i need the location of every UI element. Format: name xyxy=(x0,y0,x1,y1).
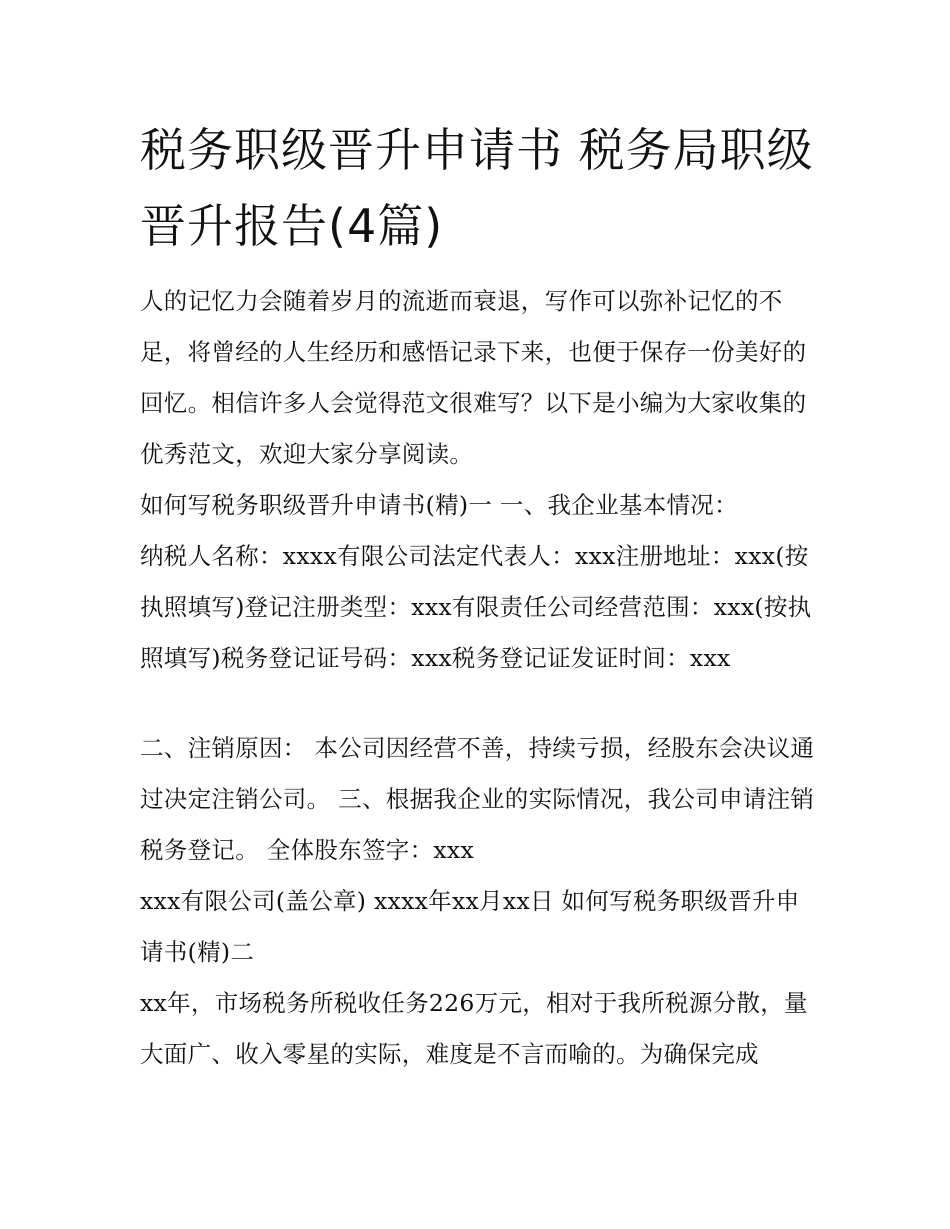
company-info-paragraph: 纳税人名称：xxxx有限公司法定代表人：xxx注册地址：xxx(按执照填写)登记注册类型：xxx有限责任公司经营范围：xxx(按执照填写)税务登记证号码：xxx税务登记证发证时间：xxx xyxy=(140,542,812,672)
intro-paragraph: 人的记忆力会随着岁月的流逝而衰退，写作可以弥补记忆的不足，将曾经的人生经历和感悟记录下来，也便于保存一份美好的回忆。相信许多人会觉得范文很难写？以下是小编为大家收集的优秀范文，欢迎大家分享阅读。 xyxy=(140,287,807,468)
cancellation-reason-paragraph: 二、注销原因： 本公司因经营不善，持续亏损，经股东会决议通过决定注销公司。 三、根据我企业的实际情况，我公司申请注销税务登记。 全体股东签字：xxx xyxy=(140,734,815,864)
document-title: 税务职级晋升申请书 税务局职级晋升报告(4篇) xyxy=(140,123,814,253)
signature-date-paragraph: xxx有限公司(盖公章) xxxx年xx月xx日 如何写税务职级晋升申请书(精)二 xyxy=(140,887,800,966)
tax-task-paragraph: xx年，市场税务所税收任务226万元，相对于我所税源分散，量大面广、收入零星的实际，难度是不言而喻的。为确保完成 xyxy=(140,989,808,1068)
section-one-heading: 如何写税务职级晋升申请书(精)一 一、我企业基本情况： xyxy=(140,491,738,519)
